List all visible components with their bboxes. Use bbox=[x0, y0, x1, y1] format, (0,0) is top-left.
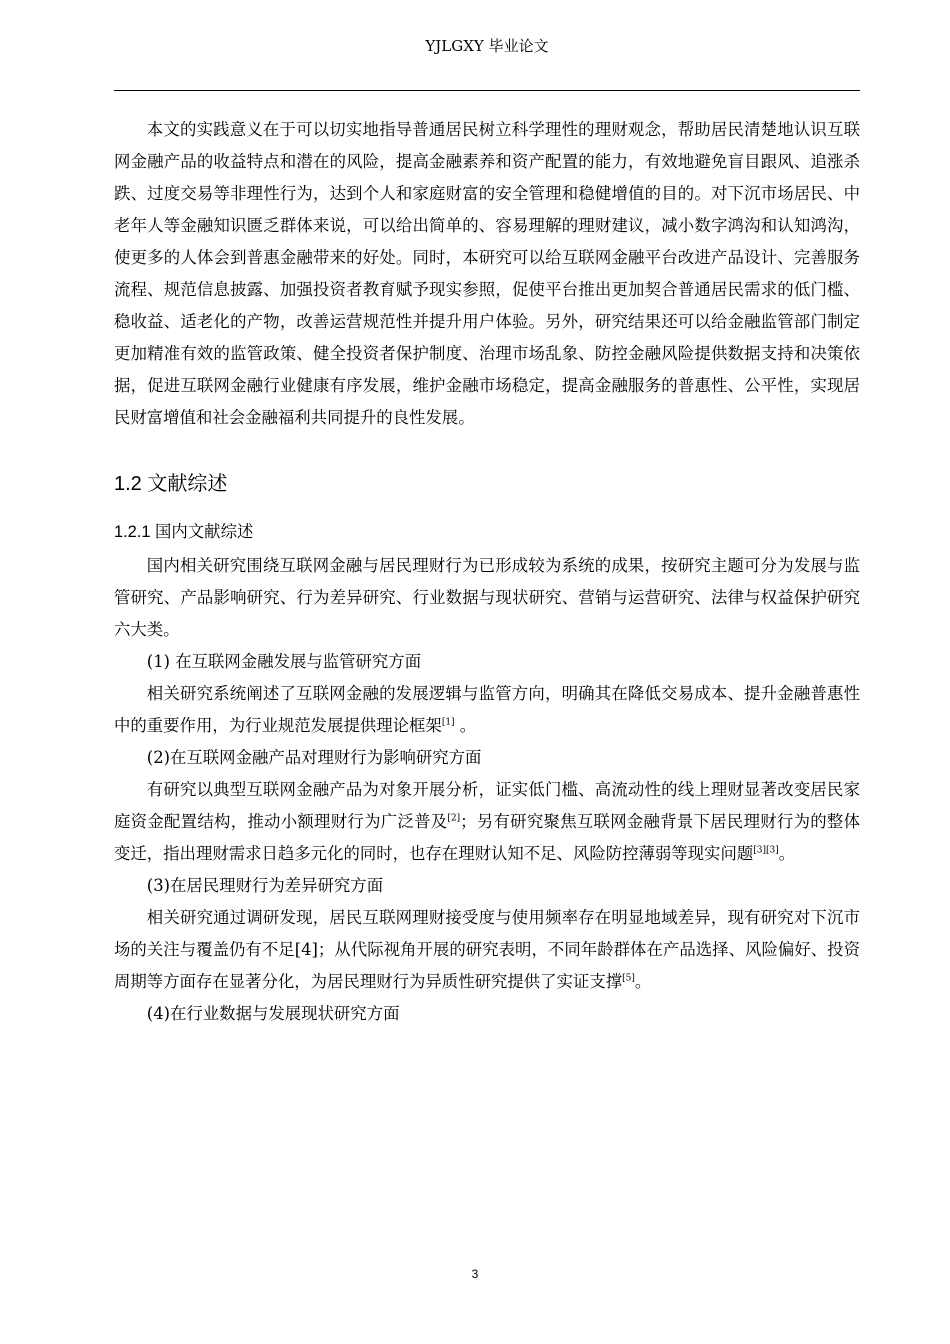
item1-heading: (1) 在互联网金融发展与监管研究方面 bbox=[146, 652, 422, 671]
item1-tail: 。 bbox=[454, 716, 477, 735]
item1-paragraph bbox=[114, 678, 860, 742]
subsection-heading: 1.2.1 国内文献综述 bbox=[114, 523, 254, 541]
page-body bbox=[114, 114, 860, 1030]
item3-heading: (3)在居民理财行为差异研究方面 bbox=[146, 876, 384, 895]
overview-paragraph: 国内相关研究围绕互联网金融与居民理财行为已形成较为系统的成果，按研究主题可分为发展与监管研究、产品影响研究、行为差异研究、行业数据与现状研究、营销与运营研究、法律与权益保护研究六大类。 bbox=[114, 556, 860, 639]
item2-text-a: 有研究以典型互联网金融产品为对象开展分析，证实低门槛、高流动性的线上理财显著改变居民家庭资金配置结构，推动小额理财行为广泛普及 bbox=[114, 780, 860, 831]
item3-paragraph bbox=[114, 902, 860, 998]
section-heading: 1.2 文献综述 bbox=[114, 473, 228, 495]
page-header: YJLGXY 毕业论文 bbox=[425, 37, 549, 55]
item3-tail: 。 bbox=[634, 972, 652, 991]
item2-paragraph bbox=[114, 774, 860, 870]
item4-heading: (4)在行业数据与发展现状研究方面 bbox=[146, 1004, 400, 1023]
header-rule bbox=[114, 90, 860, 91]
item1-text: 相关研究系统阐述了互联网金融的发展逻辑与监管方向，明确其在降低交易成本、提升金融普惠性中的重要作用，为行业规范发展提供理论框架 bbox=[114, 684, 860, 735]
item3-text-a: 相关研究通过调研发现，居民互联网理财接受度与使用频率存在明显地域差异，现有研究对下沉市场的关注与覆盖仍有不足[4]；从代际视角开展的研究表明，不同年龄群体在产品选择、风险偏好、投资周期等方面存在显著分化，为居民理财行为异质性研究提供了实证支撑 bbox=[114, 908, 860, 991]
item2-tail: 。 bbox=[778, 844, 796, 863]
citation-ref: [3][3] bbox=[753, 845, 779, 856]
citation-ref: [2] bbox=[447, 813, 461, 824]
citation-ref: [1] bbox=[441, 717, 455, 728]
item2-heading: (2)在互联网金融产品对理财行为影响研究方面 bbox=[146, 748, 482, 767]
item2-text-b: ；另有研究聚焦互联网金融背景下居民理财行为的整体变迁，指出理财需求日趋多元化的同时，也存在理财认知不足、风险防控薄弱等现实问题 bbox=[114, 812, 860, 863]
intro-paragraph: 本文的实践意义在于可以切实地指导普通居民树立科学理性的理财观念，帮助居民清楚地认识互联网金融产品的收益特点和潜在的风险，提高金融素养和资产配置的能力，有效地避免盲目跟风、追涨杀跌、过度交易等非理性行为，达到个人和家庭财富的安全管理和稳健增值的目的。对下沉市场居民、中老年人等金融知识匮乏群体来说，可以给出简单的、容易理解的理财建议，减小数字鸿沟和认知鸿沟，使更多的人体会到普惠金融带来的好处。同时，本研究可以给互联网金融平台改进产品设计、完善服务流程、规范信息披露、加强投资者教育赋予现实参照，促使平台推出更加契合普通居民需求的低门槛、稳收益、适老化的产物，改善运营规范性并提升用户体验。另外，研究结果还可以给金融监管部门制定更加精准有效的监管政策、健全投资者保护制度、治理市场乱象、防控金融风险提供数据支持和决策依据，促进互联网金融行业健康有序发展，维护金融市场稳定，提高金融服务的普惠性、公平性，实现居民财富增值和社会金融福利共同提升的良性发展。 bbox=[114, 120, 860, 427]
citation-ref: [5] bbox=[622, 973, 635, 984]
page-number: 3 bbox=[471, 1267, 479, 1281]
